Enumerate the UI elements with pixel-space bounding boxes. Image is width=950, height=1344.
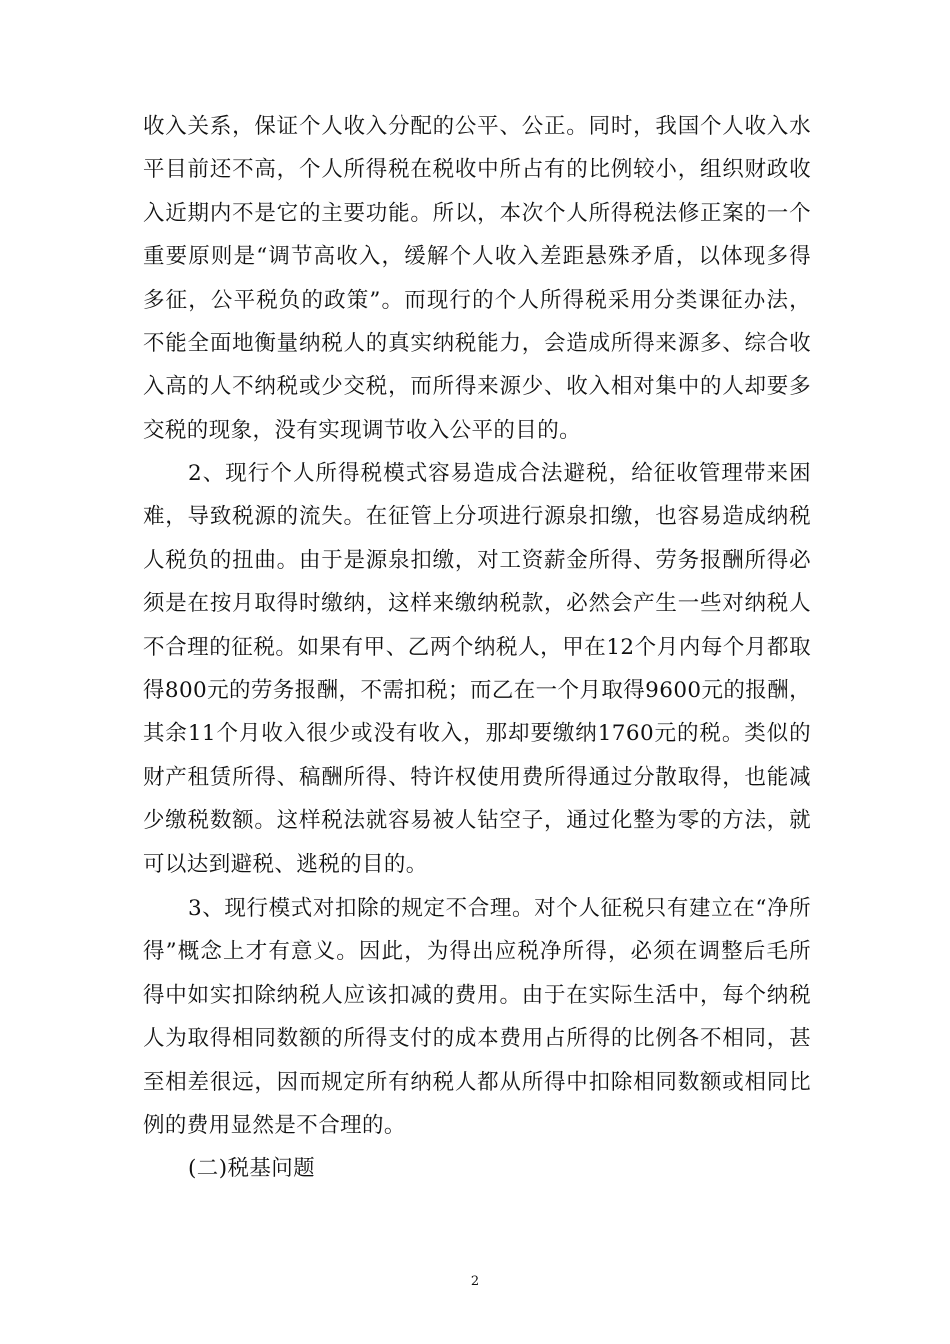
- paragraph-point-3: 3、现行模式对扣除的规定不合理。对个人征税只有建立在“净所得”概念上才有意义。因此，为得出应税净所得，必须在调整后毛所得中如实扣除纳税人应该扣减的费用。由于在实际生活中，每个纳税人为取得相同数额的所得支付的成本费用占所得的比例各不相同，甚至相差很远，因而规定所有纳税人都从所得中扣除相同数额或相同比例的费用显然是不合理的。: [143, 896, 811, 1139]
- section-heading: (二)税基问题: [188, 1156, 316, 1181]
- page-number: 2: [470, 1274, 480, 1289]
- paragraph-continued: 收入关系，保证个人收入分配的公平、公正。同时，我国个人收入水平目前还不高，个人所得税在税收中所占有的比例较小，组织财政收入近期内不是它的主要功能。所以，本次个人所得税法修正案的一个重要原则是“调节高收入，缓解个人收入差距悬殊矛盾，以体现多得多征，公平税负的政策”。而现行的个人所得税采用分类课征办法，不能全面地衡量纳税人的真实纳税能力，会造成所得来源多、综合收入高的人不纳税或少交税，而所得来源少、收入相对集中的人却要多交税的现象，没有实现调节收入公平的目的。: [143, 114, 811, 443]
- paragraph-point-2: 2、现行个人所得税模式容易造成合法避税，给征收管理带来困难，导致税源的流失。在征管上分项进行源泉扣缴，也容易造成纳税人税负的扭曲。由于是源泉扣缴，对工资薪金所得、劳务报酬所得必须是在按月取得时缴纳，这样来缴纳税款，必然会产生一些对纳税人不合理的征税。如果有甲、乙两个纳税人，甲在12个月内每个月都取得800元的劳务报酬，不需扣税；而乙在一个月取得9600元的报酬，其余11个月收入很少或没有收入，那却要缴纳1760元的税。类似的财产租赁所得、稿酬所得、特许权使用费所得通过分散取得，也能减少缴税数额。这样税法就容易被人钻空子，通过化整为零的方法，就可以达到避税、逃税的目的。: [143, 461, 811, 877]
